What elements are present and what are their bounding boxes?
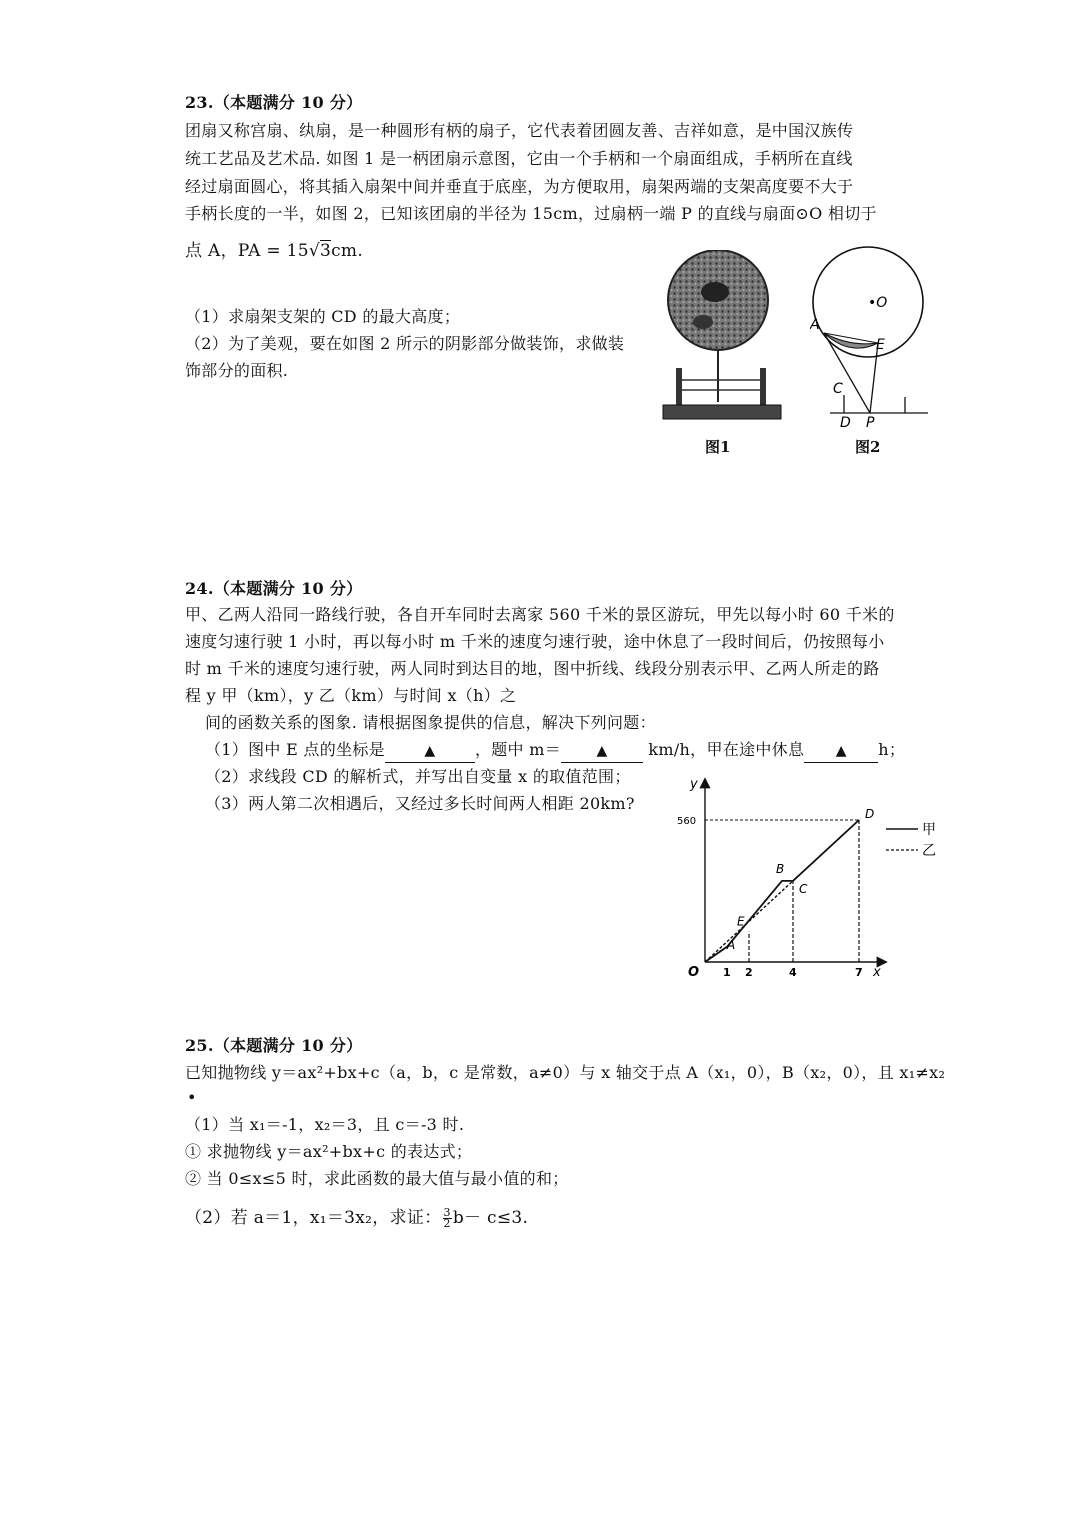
point-label-p: P <box>866 415 875 430</box>
figure-2-caption: 图2 <box>855 438 881 456</box>
legend-label-yi: 乙 <box>922 843 936 859</box>
triangle-mark-icon: ▲ <box>596 743 608 759</box>
point-label-a: A <box>810 317 820 333</box>
q25-dot: • <box>187 1088 197 1107</box>
q23-pa-formula: PA = 15 <box>237 241 309 261</box>
q23-sub1: （1）求扇架支架的 CD 的最大高度； <box>185 307 461 326</box>
figure-1-caption: 图1 <box>705 438 731 456</box>
q25-header: 25.（本题满分 10 分） <box>185 1036 363 1055</box>
q24-text-line: 速度匀速行驶 1 小时，再以每小时 m 千米的速度匀速行驶，途中休息了一段时间后，仍按照每小 <box>185 632 885 651</box>
q25-sub2-pre: （2）若 a＝1，x₁＝3x₂，求证： <box>185 1208 442 1228</box>
q23-text-line: 经过扇面圆心，将其插入扇架中间并垂直于底座，为方便取用，扇架两端的支架高度要不大于 <box>185 177 854 196</box>
sqrt-symbol-icon: √ <box>308 241 320 261</box>
point-label-a: A <box>727 937 736 952</box>
q25-sub2-post: b－ c≤3. <box>452 1208 529 1228</box>
q25-text-line: 已知抛物线 y＝ax²+bx+c（a，b，c 是常数，a≠0）与 x 轴交于点 A（x₁，0），B（x₂，0），且 x₁≠x₂ <box>185 1063 946 1082</box>
q24-sub3: （3）两人第二次相遇后，又经过多长时间两人相距 20km? <box>205 794 635 813</box>
y-tick-label: 560 <box>677 816 697 827</box>
q24-sub2: （2）求线段 CD 的解析式，并写出自变量 x 的取值范围； <box>205 767 631 786</box>
q23-text-line: 统工艺品及艺术品. 如图 1 是一柄团扇示意图，它由一个手柄和一个扇面组成，手柄所在直线 <box>185 149 853 168</box>
q24-text-line: 时 m 千米的速度匀速行驶，两人同时到达目的地，图中折线、线段分别表示甲、乙两人所走的路 <box>185 659 880 678</box>
x-axis-label: x <box>873 965 881 980</box>
x-tick-label: 4 <box>789 966 797 979</box>
fan-stand-base-icon <box>663 405 781 419</box>
q25-sub1-part2: ② 当 0≤x≤5 时，求此函数的最大值与最小值的和； <box>185 1169 569 1188</box>
point-label-e: E <box>737 914 745 929</box>
distance-time-chart <box>660 770 960 985</box>
fan-figure-2 <box>810 245 930 430</box>
q23-sub2-cont: 饰部分的面积. <box>185 361 289 380</box>
q24-text-line: 甲、乙两人沿同一路线行驶，各自开车同时去离家 560 千米的景区游玩，甲先以每小时 60 千米的 <box>185 605 895 624</box>
q23-pa-root: 3 <box>319 241 332 261</box>
answer-blank-m[interactable] <box>561 739 643 763</box>
q24-sub1-text-b: ，题中 m＝ <box>474 740 561 759</box>
q23-sub2: （2）为了美观，要在如图 2 所示的阴影部分做装饰，求做装 <box>185 334 625 353</box>
fraction-numerator: 3 <box>443 1206 451 1219</box>
fan-figure-1 <box>655 250 790 430</box>
fraction-three-halves <box>443 1208 452 1229</box>
q24-text-line: 程 y 甲（km），y 乙（km）与时间 x（h）之 <box>185 686 517 705</box>
q24-sub1-text-c: km/h，甲在途中休息 <box>648 740 805 759</box>
fraction-denominator: 2 <box>443 1217 451 1230</box>
x-tick-label: 1 <box>723 966 731 979</box>
origin-label: O <box>688 965 700 980</box>
q24-sub1-text-d: h； <box>878 740 906 759</box>
q25-sub2 <box>185 1207 528 1229</box>
point-label-o: •O <box>868 295 888 311</box>
q25-sub1-part1: ① 求抛物线 y＝ax²+bx+c 的表达式； <box>185 1142 473 1161</box>
point-label-e: E <box>876 337 885 353</box>
q23-header: 23.（本题满分 10 分） <box>185 93 363 112</box>
x-tick-label: 2 <box>745 966 753 979</box>
point-label-b: B <box>776 861 785 876</box>
q24-sub1 <box>205 739 905 763</box>
point-label-c: C <box>799 881 808 896</box>
point-label-c: C <box>833 381 843 397</box>
legend-label-jia: 甲 <box>922 822 936 838</box>
point-label-d: D <box>865 807 875 821</box>
triangle-mark-icon: ▲ <box>835 743 847 759</box>
answer-blank-rest-time[interactable] <box>804 739 878 763</box>
answer-blank-e-coordinate[interactable] <box>385 739 475 763</box>
q23-pa-unit: cm. <box>331 241 364 261</box>
q24-header: 24.（本题满分 10 分） <box>185 579 363 598</box>
q23-pa-pre: 点 A， <box>185 241 238 261</box>
q23-pa-line <box>185 240 363 262</box>
q24-text-line: 间的函数关系的图象. 请根据图象提供的信息，解决下列问题： <box>205 713 656 732</box>
point-label-d: D <box>840 415 851 430</box>
q23-text-line: 团扇又称宫扇、纨扇，是一种圆形有柄的扇子，它代表着团圆友善、吉祥如意，是中国汉族传 <box>185 121 854 140</box>
q24-sub1-text-a: （1）图中 E 点的坐标是 <box>205 740 385 759</box>
q25-sub1: （1）当 x₁＝-1，x₂＝3，且 c＝-3 时. <box>185 1115 465 1134</box>
q23-text-line: 手柄长度的一半，如图 2，已知该团扇的半径为 15cm，过扇柄一端 P 的直线与扇面⊙O 相切于 <box>185 204 877 223</box>
triangle-mark-icon: ▲ <box>424 743 436 759</box>
y-axis-label: y <box>690 777 698 792</box>
x-tick-label: 7 <box>855 966 863 979</box>
